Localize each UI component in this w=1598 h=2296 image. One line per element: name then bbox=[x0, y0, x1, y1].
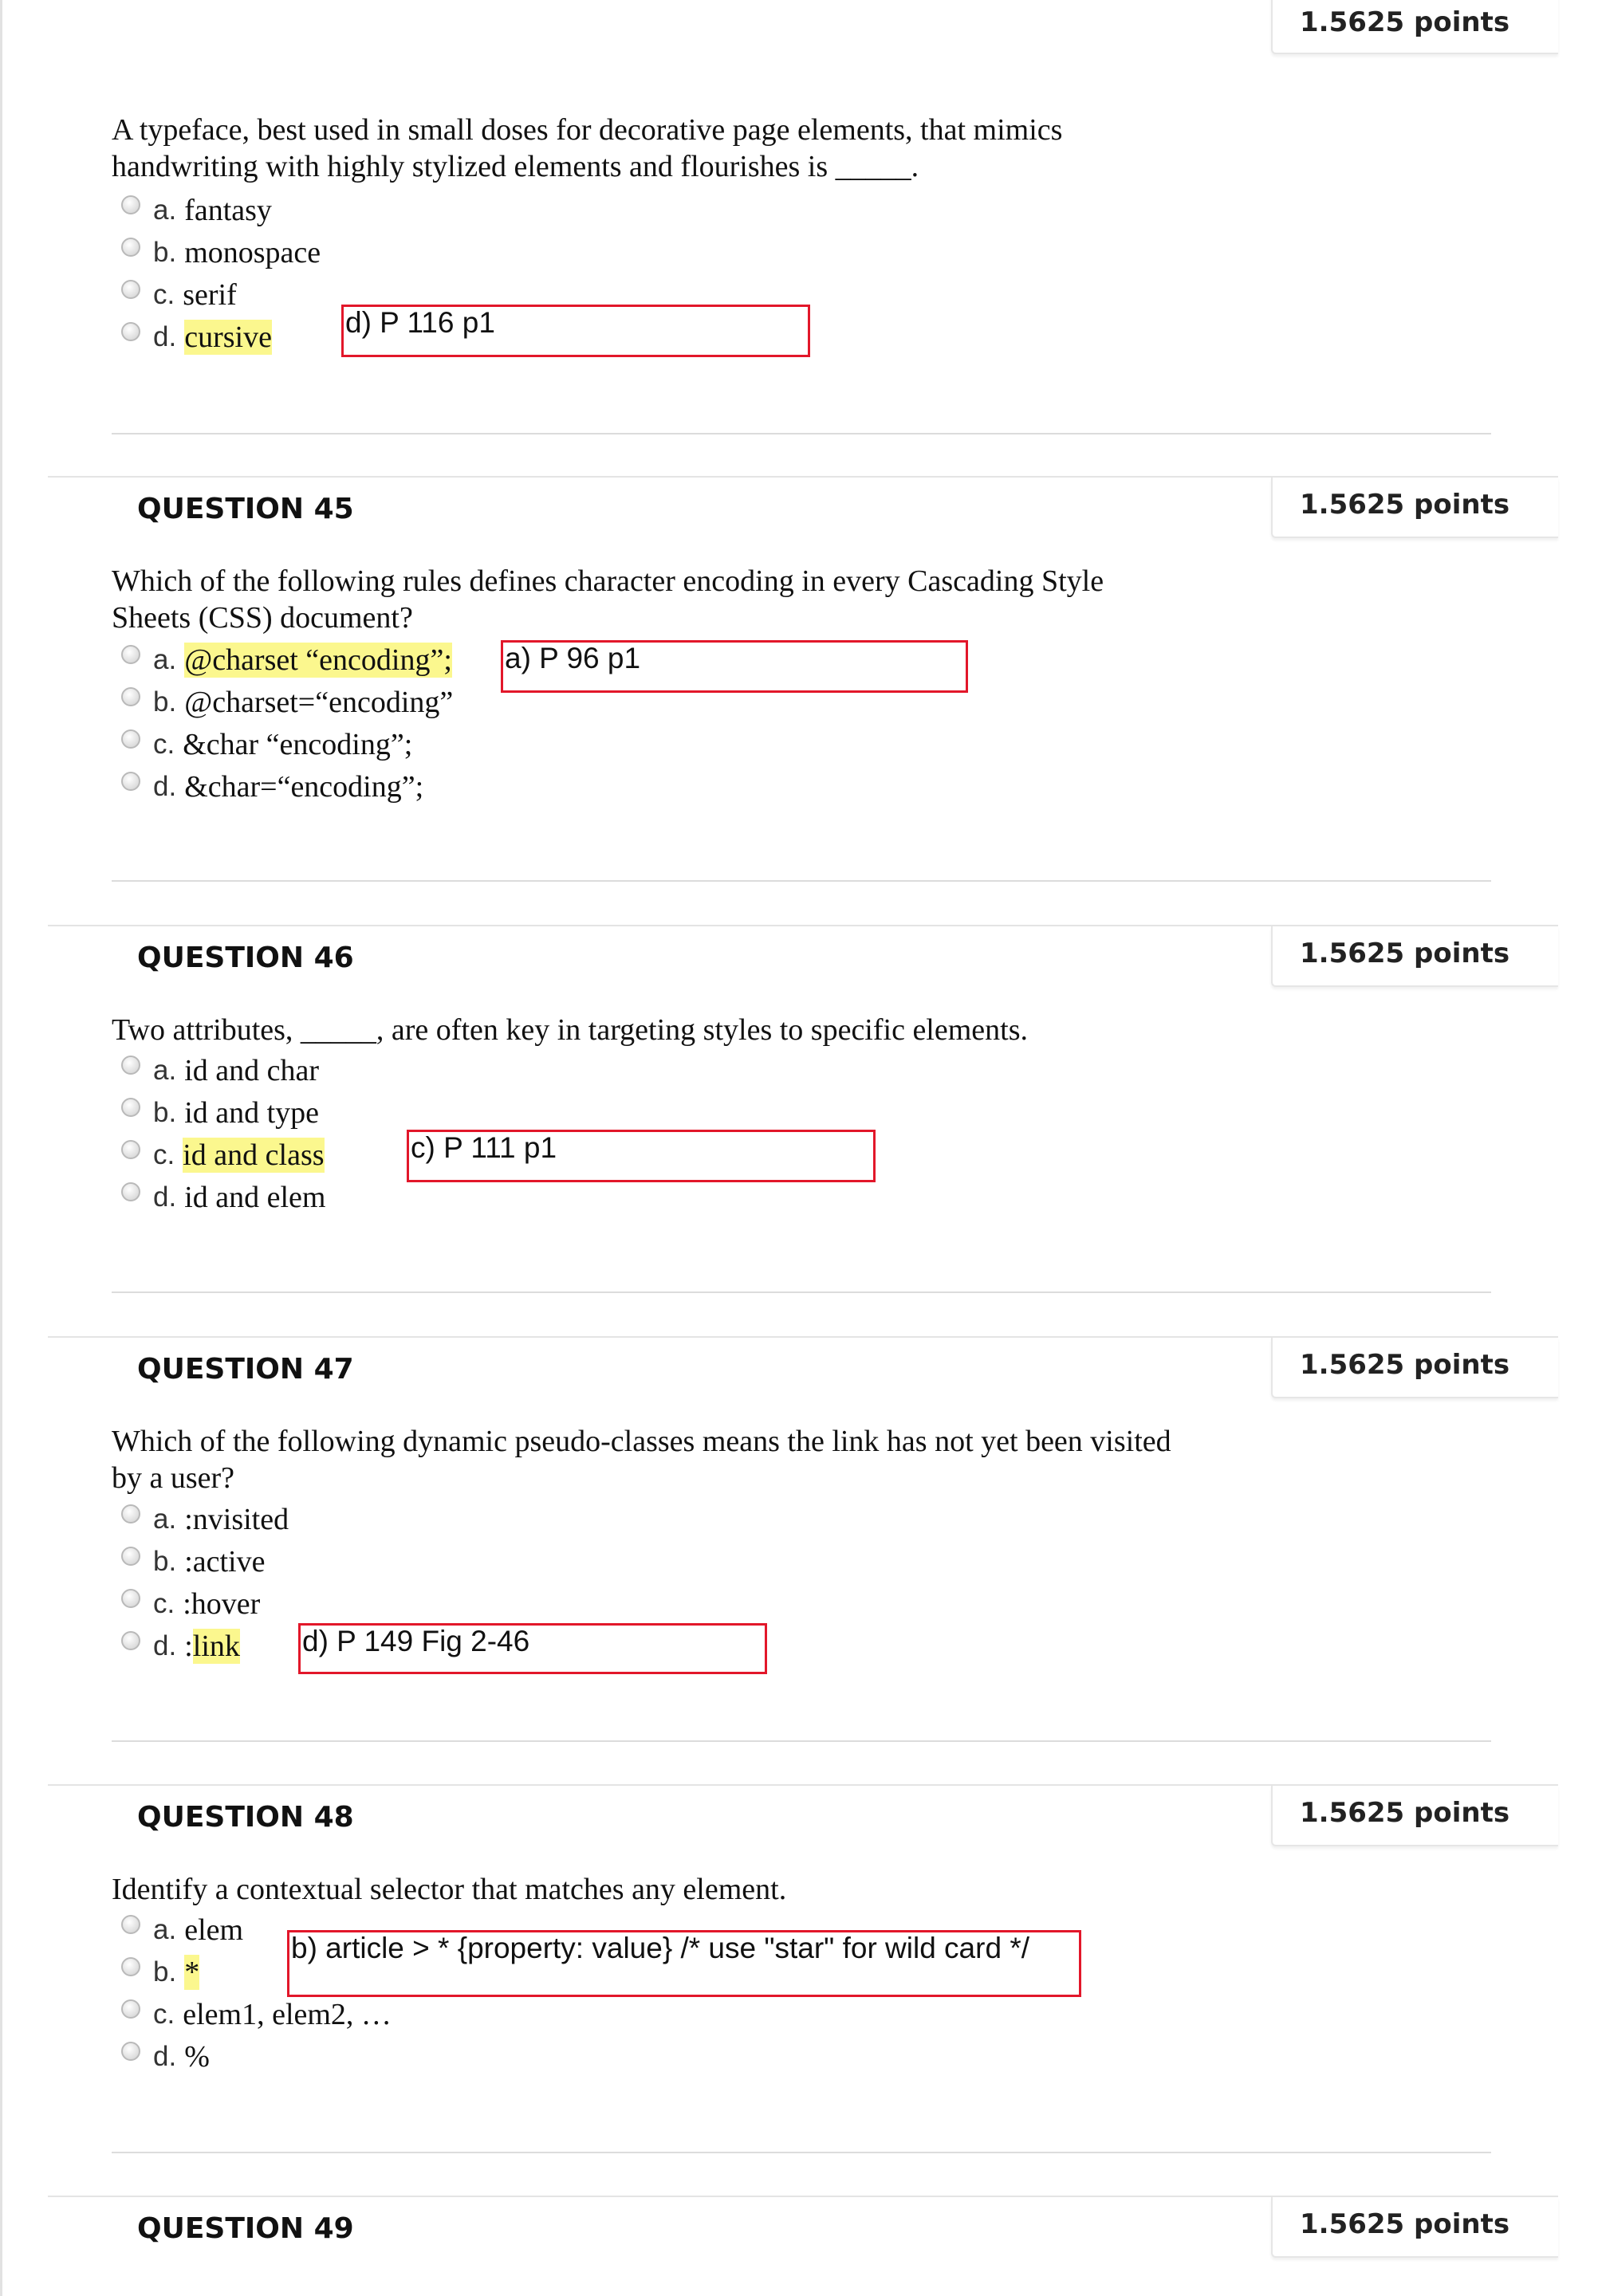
question-end-rule bbox=[112, 2152, 1491, 2153]
option-b[interactable]: b. monospace bbox=[121, 232, 321, 273]
option-c[interactable]: c. serif bbox=[121, 274, 237, 316]
radio-button[interactable] bbox=[121, 1957, 140, 1976]
option-d[interactable]: d. &char=“encoding”; bbox=[121, 766, 423, 808]
annotation-box: a) P 96 p1 bbox=[501, 640, 968, 693]
option-b[interactable]: b. id and type bbox=[121, 1092, 319, 1134]
radio-button[interactable] bbox=[121, 1999, 140, 2019]
question-text: Which of the following dynamic pseudo-classes means the link has not yet been visited by a user? bbox=[112, 1425, 1171, 1495]
question-title: QUESTION 49 bbox=[137, 2212, 354, 2245]
highlighted-answer: link bbox=[192, 1630, 240, 1663]
radio-button[interactable] bbox=[121, 238, 140, 257]
question-title: QUESTION 45 bbox=[137, 493, 354, 525]
question-end-rule bbox=[112, 433, 1491, 434]
question-title: QUESTION 48 bbox=[137, 1801, 354, 1834]
option-c[interactable]: c. &char “encoding”; bbox=[121, 724, 412, 765]
points-badge: 1.5625 points bbox=[1271, 0, 1558, 54]
radio-button[interactable] bbox=[121, 1504, 140, 1523]
annotation-box: b) article > * {property: value} /* use "star" for wild card */ bbox=[287, 1930, 1081, 1997]
option-d[interactable]: d. cursive bbox=[121, 316, 272, 358]
radio-button[interactable] bbox=[121, 280, 140, 299]
radio-button[interactable] bbox=[121, 1182, 140, 1201]
option-b[interactable]: b. @charset=“encoding” bbox=[121, 682, 453, 723]
radio-button[interactable] bbox=[121, 322, 140, 341]
question-text: Which of the following rules defines character encoding in every Cascading Style Sheets (CSS) document? bbox=[112, 564, 1104, 635]
points-badge: 1.5625 points bbox=[1271, 1786, 1558, 1846]
question-end-rule bbox=[112, 880, 1491, 882]
annotation-box: c) P 111 p1 bbox=[407, 1130, 876, 1182]
radio-button[interactable] bbox=[121, 645, 140, 664]
radio-button[interactable] bbox=[121, 772, 140, 791]
radio-button[interactable] bbox=[121, 1631, 140, 1650]
question-text: A typeface, best used in small doses for decorative page elements, that mimics handwriting with highly stylized elements and flourishes is _____. bbox=[112, 113, 1063, 183]
points-badge: 1.5625 points bbox=[1271, 2197, 1558, 2258]
highlighted-answer: cursive bbox=[184, 320, 272, 354]
question-title: QUESTION 47 bbox=[137, 1353, 354, 1386]
option-a[interactable]: a. :nvisited bbox=[121, 1499, 289, 1540]
radio-button[interactable] bbox=[121, 1098, 140, 1117]
radio-button[interactable] bbox=[121, 2042, 140, 2061]
points-badge: 1.5625 points bbox=[1271, 478, 1558, 538]
highlighted-answer: id and class bbox=[183, 1138, 325, 1172]
annotation-box: d) P 149 Fig 2-46 bbox=[298, 1623, 767, 1674]
left-page-rule bbox=[0, 0, 2, 2296]
question-text: Identify a contextual selector that matches any element. bbox=[112, 1873, 787, 1906]
radio-button[interactable] bbox=[121, 1056, 140, 1075]
option-a[interactable]: a. @charset “encoding”; bbox=[121, 639, 452, 681]
question-end-rule bbox=[112, 1292, 1491, 1293]
radio-button[interactable] bbox=[121, 729, 140, 749]
option-b[interactable]: b. * bbox=[121, 1952, 199, 1993]
radio-button[interactable] bbox=[121, 687, 140, 706]
question-text: Two attributes, _____, are often key in targeting styles to specific elements. bbox=[112, 1013, 1028, 1047]
highlighted-answer: * bbox=[184, 1956, 200, 1989]
radio-button[interactable] bbox=[121, 1589, 140, 1608]
question-title: QUESTION 46 bbox=[137, 942, 354, 974]
option-d[interactable]: d. : link bbox=[121, 1626, 240, 1667]
option-d[interactable]: d. id and elem bbox=[121, 1177, 325, 1218]
option-d[interactable]: d. % bbox=[121, 2036, 210, 2078]
radio-button[interactable] bbox=[121, 1915, 140, 1934]
radio-button[interactable] bbox=[121, 195, 140, 214]
radio-button[interactable] bbox=[121, 1140, 140, 1159]
points-badge: 1.5625 points bbox=[1271, 1338, 1558, 1398]
option-c[interactable]: c. elem1, elem2, … bbox=[121, 1994, 392, 2035]
option-c[interactable]: c. id and class bbox=[121, 1134, 325, 1176]
radio-button[interactable] bbox=[121, 1547, 140, 1566]
option-b[interactable]: b. :active bbox=[121, 1541, 265, 1582]
highlighted-answer: @charset “encoding”; bbox=[184, 643, 452, 677]
annotation-box: d) P 116 p1 bbox=[341, 305, 810, 357]
option-a[interactable]: a. fantasy bbox=[121, 190, 272, 231]
question-end-rule bbox=[112, 1740, 1491, 1742]
option-a[interactable]: a. id and char bbox=[121, 1050, 319, 1091]
option-c[interactable]: c. :hover bbox=[121, 1583, 260, 1625]
option-a[interactable]: a. elem bbox=[121, 1909, 243, 1951]
points-badge: 1.5625 points bbox=[1271, 926, 1558, 987]
